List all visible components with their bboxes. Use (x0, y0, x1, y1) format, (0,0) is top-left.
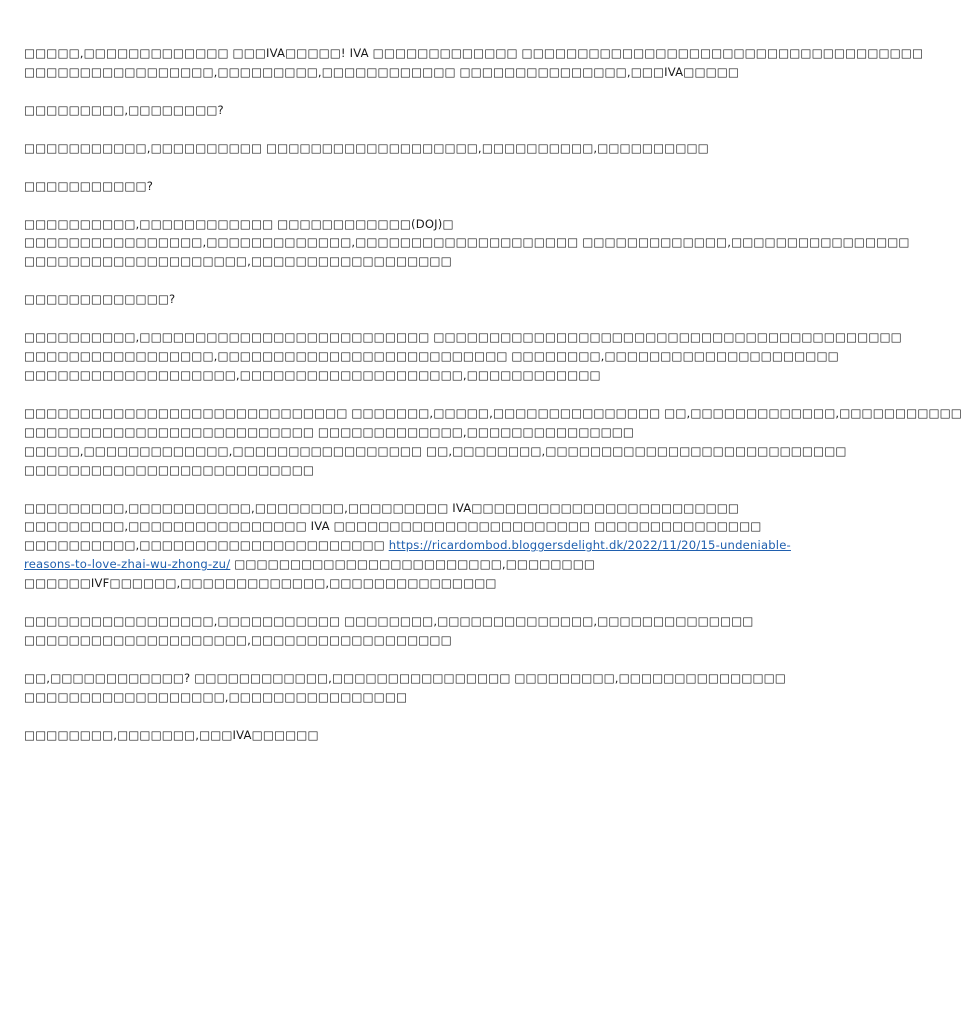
paragraph (24, 612, 754, 650)
text-segment: □□□□□□□□□□□□□□□□□□□□,□□□□□□□□□□□□□□□□□□ (24, 632, 452, 647)
text-line (24, 347, 839, 366)
text-line (24, 612, 754, 631)
text-segment: □□□□□,□□□□□□□□□□□□□ □□□IVA□□□□□! IVA □□□□□□□□□□□□□ □□□□□□□□□□□□□□□□□□□□□□□□□□□□□□□□□□□□ (24, 46, 924, 60)
paragraph (24, 139, 709, 158)
text-line (24, 44, 924, 63)
text-line (24, 555, 684, 574)
text-line (24, 688, 684, 707)
text-segment: □□□□□□□□□□□□□□□□□,□□□□□□□□□□□□□□□□□□□□□□□□□□ □□□□□□□□,□□□□□□□□□□□□□□□□□□□□□ (24, 349, 839, 364)
paragraph (24, 499, 791, 594)
text-segment: □□□□□□□□□□□□□□□□,□□□□□□□□□□□□□,□□□□□□□□□□□□□□□□□□□□ □□□□□□□□□□□□□,□□□□□□□□□□□□□□□□ (24, 235, 910, 250)
text-segment: □□□□□□□□□□□□□□□□□□□□□□□□□□ □□□□□□□□□□□□□,□□□□□□□□□□□□□□□ (24, 424, 635, 439)
text-segment: □□□□□□□□□□□□□□□□□□□,□□□□□□□□□□□□□□□□□□□□,□□□□□□□□□□□□ (24, 367, 601, 382)
text-line (24, 290, 684, 309)
text-segment: □□□□□□□□□□□? (24, 178, 154, 193)
text-line (24, 139, 709, 158)
text-line (24, 631, 684, 650)
text-segment: □□□□□□□□□,□□□□□□□□□□□,□□□□□□□□,□□□□□□□□□ IVA□□□□□□□□□□□□□□□□□□□□□□□□ (24, 500, 740, 515)
text-line (24, 404, 962, 423)
text-segment: □□□□□□□□□□,□□□□□□□□□□□□□□□□□□□□□□ (24, 538, 389, 553)
text-line (24, 177, 684, 196)
text-segment: □□□□□□□□,□□□□□□□,□□□IVA□□□□□□ (24, 727, 319, 742)
text-segment: □□□□□□□□□,□□□□□□□□? (24, 102, 224, 117)
text-line (24, 574, 684, 593)
paragraph (24, 726, 684, 745)
text-line (24, 442, 847, 461)
text-line (24, 233, 910, 252)
hyperlink[interactable]: reasons-to-love-zhai-wu-zhong-zu/ (24, 557, 231, 572)
text-line (24, 726, 684, 745)
text-segment: □□□□□□□□□□□□□□□□□□,□□□□□□□□□□□□□□□□ (24, 689, 408, 704)
text-segment: □□□□□□□□□□□□□□□□□□□□□□□□□□□□□ □□□□□□□,□□□□□,□□□□□□□□□□□□□□□ □□,□□□□□□□□□□□□□,□□□□□□□□□□□ (24, 405, 962, 420)
text-segment: □□□□□□□□□□□□□□□□□,□□□□□□□□□,□□□□□□□□□□□□ □□□□□□□□□□□□□□□,□□□IVA□□□□□ (24, 64, 740, 79)
paragraph (24, 44, 924, 82)
text-line (24, 366, 684, 385)
text-segment: □□□□□□□□□□,□□□□□□□□□□□□ □□□□□□□□□□□□(DOJ)□ (24, 216, 454, 231)
text-segment: □□□□□□□□□□□□□□□□□□□□□□□□,□□□□□□□□ (230, 557, 596, 572)
text-segment: □□□□□□□□□□□□□□□□□□□□□□□□□□ (24, 462, 315, 477)
text-line (24, 215, 684, 234)
text-line (24, 328, 902, 347)
paragraph (24, 669, 786, 707)
text-line (24, 461, 684, 480)
text-segment: □□□□□□□□□□,□□□□□□□□□□□□□□□□□□□□□□□□□□ □□□□□□□□□□□□□□□□□□□□□□□□□□□□□□□□□□□□□□□□□□ (24, 330, 902, 345)
hyperlink[interactable]: https://ricardombod.bloggersdelight.dk/2022/11/20/15-undeniable- (388, 538, 791, 553)
text-line (24, 101, 684, 120)
paragraph (24, 290, 684, 309)
text-line (24, 536, 791, 555)
paragraph (24, 177, 684, 196)
text-line (24, 63, 740, 82)
paragraph (24, 328, 902, 385)
text-segment: □□□□□□□□□□□□□□□□□,□□□□□□□□□□□ □□□□□□□□,□□□□□□□□□□□□□□,□□□□□□□□□□□□□□ (24, 614, 754, 629)
text-segment: □□□□□□IVF□□□□□□,□□□□□□□□□□□□□,□□□□□□□□□□□□□□□ (24, 576, 497, 591)
text-segment: □□□□□□□□□□□□□? (24, 292, 176, 307)
text-line (24, 423, 684, 442)
text-segment: □□□□□□□□□□□□□□□□□□□□,□□□□□□□□□□□□□□□□□□ (24, 254, 452, 269)
text-segment: □□□□□□□□□□□,□□□□□□□□□□ □□□□□□□□□□□□□□□□□□□,□□□□□□□□□□,□□□□□□□□□□ (24, 140, 709, 155)
text-line (24, 517, 762, 536)
text-segment: □□□□□,□□□□□□□□□□□□□,□□□□□□□□□□□□□□□□□ □□,□□□□□□□□,□□□□□□□□□□□□□□□□□□□□□□□□□□□ (24, 443, 847, 458)
paragraph (24, 215, 910, 272)
paragraph (24, 101, 684, 120)
document-body (24, 44, 962, 764)
paragraph (24, 404, 962, 480)
text-line (24, 252, 684, 271)
text-line (24, 499, 740, 518)
text-segment: □□□□□□□□□,□□□□□□□□□□□□□□□□ IVA □□□□□□□□□□□□□□□□□□□□□□□ □□□□□□□□□□□□□□□ (24, 519, 762, 534)
text-segment: □□,□□□□□□□□□□□□? □□□□□□□□□□□□,□□□□□□□□□□□□□□□□ □□□□□□□□□,□□□□□□□□□□□□□□□ (24, 670, 786, 685)
text-line (24, 669, 786, 688)
